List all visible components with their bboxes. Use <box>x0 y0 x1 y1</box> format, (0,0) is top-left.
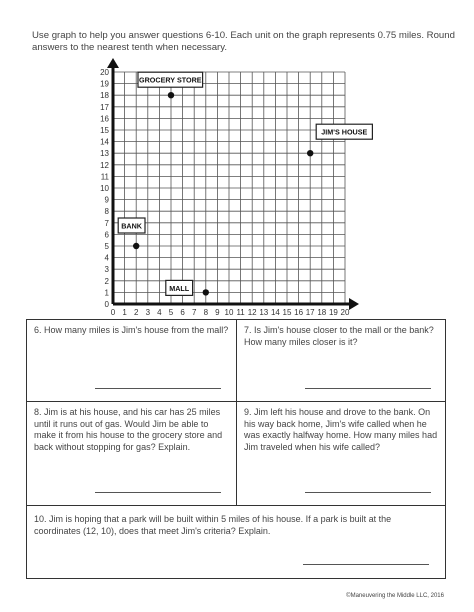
y-axis-arrow-icon <box>107 58 119 68</box>
question-9-box <box>237 402 445 506</box>
x-tick-label: 15 <box>282 308 292 317</box>
y-tick-label: 20 <box>100 68 109 77</box>
y-axis-tick-labels <box>100 68 109 309</box>
x-tick-label: 4 <box>157 308 162 317</box>
instructions: Use graph to help you answer questions 6-10. Each unit on the graph represents 0.75 miles. Round answers to the nearest tenth when necessary. <box>32 30 455 53</box>
x-tick-label: 19 <box>328 308 338 317</box>
y-tick-label: 17 <box>100 102 109 112</box>
location-points <box>118 72 372 295</box>
location-label: GROCERY STORE <box>139 75 202 85</box>
x-axis-arrow-icon <box>349 298 359 310</box>
x-tick-label: 12 <box>247 308 257 317</box>
location-label: JIM'S HOUSE <box>321 127 368 137</box>
answer-grid <box>26 319 446 579</box>
x-axis-tick-labels <box>111 308 350 317</box>
question-8-text: 8. Jim is at his house, and his car has 25 miles until it runs out of gas. Would Jim be able to make it from his house to the grocery store and back without stopping for gas? Explain. <box>34 407 223 452</box>
location-label: MALL <box>169 283 190 293</box>
x-tick-label: 20 <box>340 308 350 317</box>
y-tick-label: 11 <box>100 172 109 182</box>
x-tick-label: 2 <box>133 308 139 317</box>
x-tick-label: 0 <box>110 308 116 317</box>
question-8-box <box>27 402 237 506</box>
x-tick-label: 17 <box>305 308 315 317</box>
location-point <box>307 124 372 156</box>
location-point <box>166 280 209 295</box>
y-tick-label: 8 <box>104 207 109 217</box>
y-tick-label: 1 <box>104 288 109 298</box>
y-tick-label: 9 <box>104 195 109 205</box>
location-dot <box>307 150 313 156</box>
y-tick-label: 13 <box>100 149 109 159</box>
y-tick-label: 5 <box>104 242 109 251</box>
y-tick-label: 14 <box>100 137 109 147</box>
question-6-answer-line[interactable] <box>95 388 221 389</box>
question-10-box <box>27 506 445 578</box>
question-6-box <box>27 320 237 402</box>
y-tick-label: 6 <box>104 230 109 240</box>
y-tick-label: 19 <box>100 79 109 89</box>
location-dot <box>203 289 209 295</box>
copyright-notice: ©Maneuvering the Middle LLC, 2016 <box>346 593 444 599</box>
location-label: BANK <box>121 221 142 231</box>
location-dot <box>133 243 139 249</box>
x-tick-label: 11 <box>236 308 245 317</box>
x-tick-label: 16 <box>294 308 304 317</box>
x-tick-label: 10 <box>224 308 234 317</box>
question-6-text: 6. How many miles is Jim's house from the mall? <box>34 325 229 335</box>
x-tick-label: 1 <box>122 308 127 317</box>
y-tick-label: 4 <box>104 253 109 263</box>
x-tick-label: 5 <box>168 308 174 317</box>
x-tick-label: 18 <box>317 308 327 317</box>
x-tick-label: 7 <box>191 308 197 317</box>
y-tick-label: 10 <box>100 184 109 193</box>
x-tick-label: 6 <box>180 308 185 317</box>
y-tick-label: 18 <box>100 91 109 101</box>
location-dot <box>168 92 174 98</box>
y-tick-label: 0 <box>104 300 109 309</box>
location-point <box>118 218 145 249</box>
y-tick-label: 15 <box>100 126 109 135</box>
question-7-answer-line[interactable] <box>305 388 431 389</box>
x-tick-label: 13 <box>259 308 269 317</box>
y-tick-label: 16 <box>100 114 109 124</box>
x-tick-label: 9 <box>215 308 220 317</box>
question-7-box <box>237 320 445 402</box>
x-tick-label: 8 <box>203 308 209 317</box>
grid-lines <box>113 72 345 304</box>
question-10-answer-line[interactable] <box>303 564 429 565</box>
x-tick-label: 14 <box>270 308 280 317</box>
y-tick-label: 12 <box>100 160 109 170</box>
y-tick-label: 2 <box>104 276 109 286</box>
question-7-text: 7. Is Jim's house closer to the mall or the bank? How many miles closer is it? <box>244 325 434 347</box>
question-9-text: 9. Jim left his house and drove to the bank. On his way back home, Jim's wife called when he was exactly halfway home. How many miles had Jim traveled when his wife called? <box>244 407 438 452</box>
question-9-answer-line[interactable] <box>305 492 431 493</box>
question-10-text: 10. Jim is hoping that a park will be built within 5 miles of his house. If a park is built at the coordinates (12, 10), does that meet Jim's criteria? Explain. <box>34 514 392 536</box>
y-tick-label: 7 <box>104 218 109 228</box>
x-tick-label: 3 <box>145 308 151 317</box>
y-tick-label: 3 <box>104 265 109 275</box>
question-8-answer-line[interactable] <box>95 492 221 493</box>
